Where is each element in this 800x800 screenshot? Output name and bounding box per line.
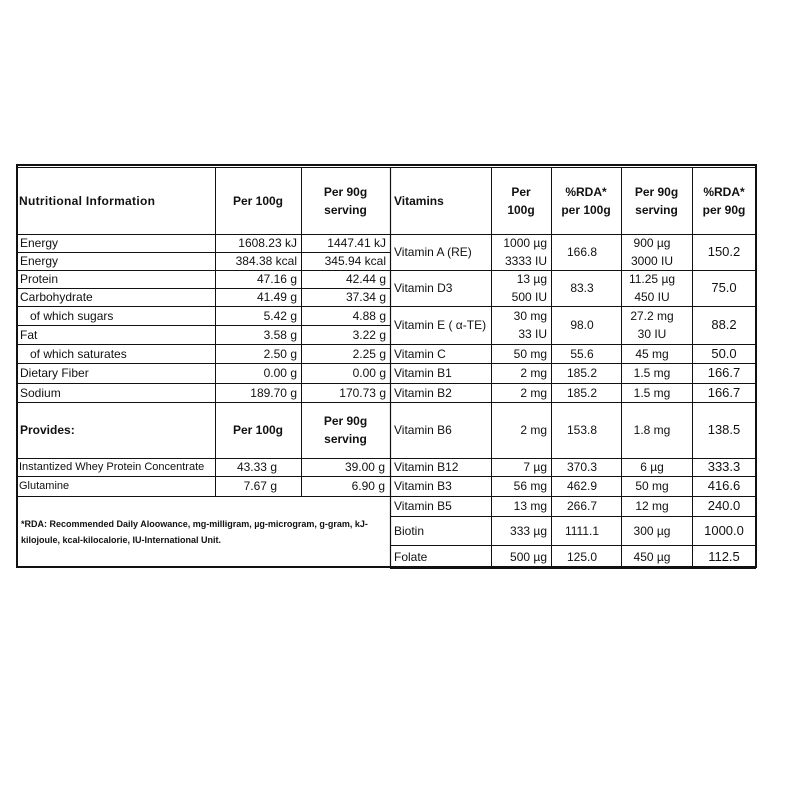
provides-per90: 39.00 g bbox=[344, 460, 385, 474]
nutrient-name: Protein bbox=[20, 272, 59, 286]
vitamin-name: Vitamin B3 bbox=[394, 479, 452, 493]
vitamin-rda90: 138.5 bbox=[707, 422, 741, 437]
vitamin-per90 bbox=[621, 383, 683, 402]
vitamin-per90 bbox=[621, 270, 683, 306]
nutrient-per100: 1608.23 kJ bbox=[238, 236, 297, 250]
vitamin-name: Vitamin B6 bbox=[394, 423, 452, 437]
vitamin-rda100: 125.0 bbox=[566, 549, 598, 564]
nutrient-per100: 0.00 g bbox=[263, 366, 297, 380]
vitamin-per90-line: 1.5 mg bbox=[633, 385, 671, 400]
vitamin-per100-line: 2 mg bbox=[520, 366, 547, 380]
vitamin-per90-line: 50 mg bbox=[635, 479, 669, 493]
vitamin-name: Vitamin E ( α-TE) bbox=[394, 318, 487, 332]
vitamin-per100-line: 50 mg bbox=[513, 346, 547, 361]
vitamin-per90-line: 45 mg bbox=[635, 346, 669, 361]
vitamin-per100-line: 2 mg bbox=[520, 423, 547, 437]
vitamin-name: Vitamin B2 bbox=[394, 385, 452, 400]
vitamin-rda100: 166.8 bbox=[566, 245, 598, 259]
vitamin-per100 bbox=[491, 383, 547, 402]
vitamin-rda90: 50.0 bbox=[711, 345, 737, 361]
vitamin-per100-line: 333 µg bbox=[510, 523, 547, 538]
vitamin-per100-line: 13 mg bbox=[513, 499, 547, 513]
provides-per100: 43.33 g bbox=[236, 460, 277, 474]
nutrient-per90: 1447.41 kJ bbox=[327, 236, 386, 250]
vitamin-per90-line: 6 µg bbox=[640, 460, 664, 474]
vitamin-per90-line: 12 mg bbox=[635, 499, 669, 513]
vitamin-rda100: 98.0 bbox=[570, 318, 594, 332]
vitamin-per100-line: 2 mg bbox=[520, 385, 547, 400]
vitamin-per100-line: 500 IU bbox=[511, 290, 547, 304]
vitamin-per90 bbox=[621, 402, 683, 458]
nutrient-name: Dietary Fiber bbox=[20, 366, 89, 380]
vitamins-header-rda100: %RDA* per 100g bbox=[561, 184, 611, 217]
nutrient-name: Sodium bbox=[20, 385, 61, 400]
vitamin-rda100: 462.9 bbox=[566, 479, 598, 493]
vitamins-header-per90: Per 90g serving bbox=[634, 184, 679, 217]
vitamin-rda90: 112.5 bbox=[708, 548, 740, 564]
nutrient-per100: 3.58 g bbox=[263, 327, 297, 342]
nutrient-per90: 42.44 g bbox=[345, 272, 386, 286]
vitamin-rda100: 1111.1 bbox=[564, 523, 600, 538]
vitamin-rda90: 88.2 bbox=[711, 317, 737, 332]
nutrient-per100: 41.49 g bbox=[256, 290, 297, 304]
vitamin-name: Vitamin D3 bbox=[394, 281, 453, 295]
vitamin-name: Vitamin A (RE) bbox=[394, 245, 472, 259]
vitamin-rda90: 150.2 bbox=[707, 244, 741, 259]
provides-header-title: Provides: bbox=[20, 423, 75, 437]
vitamin-per90 bbox=[621, 516, 683, 545]
nutrient-per90: 4.88 g bbox=[352, 308, 386, 323]
vitamin-per100 bbox=[491, 306, 547, 344]
vitamin-per100-line: 33 IU bbox=[518, 327, 547, 341]
vitamin-per90 bbox=[621, 344, 683, 363]
vitamin-per100 bbox=[491, 545, 547, 568]
vitamin-per90-line: 1.8 mg bbox=[633, 423, 671, 437]
nutrient-name: Energy bbox=[20, 254, 59, 268]
vitamin-per100 bbox=[491, 402, 547, 458]
vitamin-per90 bbox=[621, 458, 683, 476]
vitamin-per100 bbox=[491, 496, 547, 516]
nutrient-name: Energy bbox=[20, 236, 59, 250]
nutrient-name: Fat bbox=[20, 327, 38, 342]
nutrient-name: Carbohydrate bbox=[20, 290, 93, 304]
vitamin-per100-line: 3333 IU bbox=[504, 254, 547, 268]
vitamin-per90 bbox=[621, 496, 683, 516]
vitamin-per90-line: 300 µg bbox=[633, 523, 671, 538]
vitamin-per100 bbox=[491, 270, 547, 306]
vitamin-rda100: 185.2 bbox=[566, 366, 598, 380]
vitamin-name: Folate bbox=[394, 549, 428, 564]
nutrient-name: of which sugars bbox=[30, 308, 114, 323]
nutrient-per90: 2.25 g bbox=[352, 346, 386, 361]
vitamin-rda90: 1000.0 bbox=[704, 522, 744, 538]
vitamin-per90 bbox=[621, 363, 683, 383]
vitamin-rda90: 416.6 bbox=[707, 478, 741, 493]
vitamin-per100-line: 500 µg bbox=[510, 549, 547, 564]
vitamin-per100 bbox=[491, 363, 547, 383]
vitamin-rda100: 83.3 bbox=[570, 281, 594, 295]
nutrient-per100: 384.38 kcal bbox=[235, 254, 297, 268]
vitamin-rda90: 166.7 bbox=[707, 365, 741, 380]
provides-name: Glutamine bbox=[19, 480, 70, 492]
left-header-per100: Per 100g bbox=[232, 193, 284, 208]
vitamin-per100-line: 1000 µg bbox=[503, 236, 547, 250]
vitamin-per100 bbox=[491, 516, 547, 545]
nutrient-per100: 189.70 g bbox=[250, 385, 297, 400]
provides-name: Instantized Whey Protein Concentrate bbox=[19, 461, 205, 473]
vitamin-rda100: 185.2 bbox=[566, 385, 598, 400]
vitamin-per90-line: 900 µg bbox=[633, 236, 671, 250]
vitamin-rda100: 153.8 bbox=[566, 423, 598, 437]
vitamin-name: Vitamin B5 bbox=[394, 499, 452, 513]
nutrient-name: of which saturates bbox=[30, 346, 127, 361]
vitamin-per90-line: 3000 IU bbox=[630, 254, 674, 268]
vitamin-per100-line: 56 mg bbox=[513, 479, 547, 493]
nutrient-per90: 37.34 g bbox=[345, 290, 386, 304]
vitamin-per90 bbox=[621, 306, 683, 344]
rda-footnote: *RDA: Recommended Daily Aloowance, mg-milligram, µg-microgram, g-gram, kJ-kilojoule, kcal-kilocalorie, IU-International Unit. bbox=[21, 519, 368, 545]
vitamin-per90-line: 27.2 mg bbox=[630, 309, 674, 323]
vitamin-per90-line: 11.25 µg bbox=[628, 272, 676, 286]
vitamin-name: Vitamin B12 bbox=[394, 460, 459, 474]
vitamin-per100-line: 7 µg bbox=[523, 460, 547, 474]
vitamin-per100-line: 30 mg bbox=[513, 309, 547, 323]
vitamin-per100 bbox=[491, 458, 547, 476]
nutrient-per100: 5.42 g bbox=[263, 308, 297, 323]
vitamin-name: Vitamin C bbox=[394, 346, 446, 361]
vitamin-per100 bbox=[491, 234, 547, 270]
vitamins-header-per100: Per 100g bbox=[507, 184, 535, 217]
nutrient-per100: 47.16 g bbox=[256, 272, 297, 286]
nutrient-per90: 3.22 g bbox=[352, 327, 386, 342]
nutrient-per100: 2.50 g bbox=[263, 346, 297, 361]
provides-header-per90: Per 90g serving bbox=[323, 414, 368, 446]
provides-per90: 6.90 g bbox=[351, 479, 385, 493]
vitamin-name: Vitamin B1 bbox=[394, 366, 452, 380]
provides-per100: 7.67 g bbox=[243, 479, 277, 493]
vitamin-name: Biotin bbox=[394, 523, 425, 538]
vitamin-per90 bbox=[621, 545, 683, 568]
vitamin-per90-line: 1.5 mg bbox=[633, 366, 671, 380]
left-header-title: Nutritional Information bbox=[19, 193, 156, 208]
vitamin-rda100: 370.3 bbox=[566, 460, 598, 474]
nutrient-per90: 345.94 kcal bbox=[324, 254, 386, 268]
vitamin-per100-line: 13 µg bbox=[516, 272, 547, 286]
nutrient-per90: 170.73 g bbox=[339, 385, 386, 400]
vitamin-per90 bbox=[621, 234, 683, 270]
vitamin-per90-line: 450 IU bbox=[634, 290, 670, 304]
provides-header-per100: Per 100g bbox=[232, 423, 284, 437]
vitamin-rda90: 333.3 bbox=[707, 459, 741, 474]
vitamin-per90 bbox=[621, 476, 683, 496]
vitamin-rda90: 75.0 bbox=[711, 280, 737, 295]
vitamins-header-title: Vitamins bbox=[394, 193, 444, 208]
vitamin-per100 bbox=[491, 476, 547, 496]
vitamin-rda100: 55.6 bbox=[570, 346, 594, 361]
vitamin-rda90: 166.7 bbox=[707, 384, 741, 400]
nutrient-per90: 0.00 g bbox=[352, 366, 386, 380]
vitamin-rda100: 266.7 bbox=[566, 499, 598, 513]
left-header-per90: Per 90g serving bbox=[323, 184, 368, 217]
vitamin-rda90: 240.0 bbox=[707, 498, 741, 513]
vitamin-per90-line: 30 IU bbox=[637, 327, 667, 341]
vitamin-per100 bbox=[491, 344, 547, 363]
vitamin-per90-line: 450 µg bbox=[633, 549, 671, 564]
vitamins-header-rda90: %RDA* per 90g bbox=[702, 184, 746, 217]
